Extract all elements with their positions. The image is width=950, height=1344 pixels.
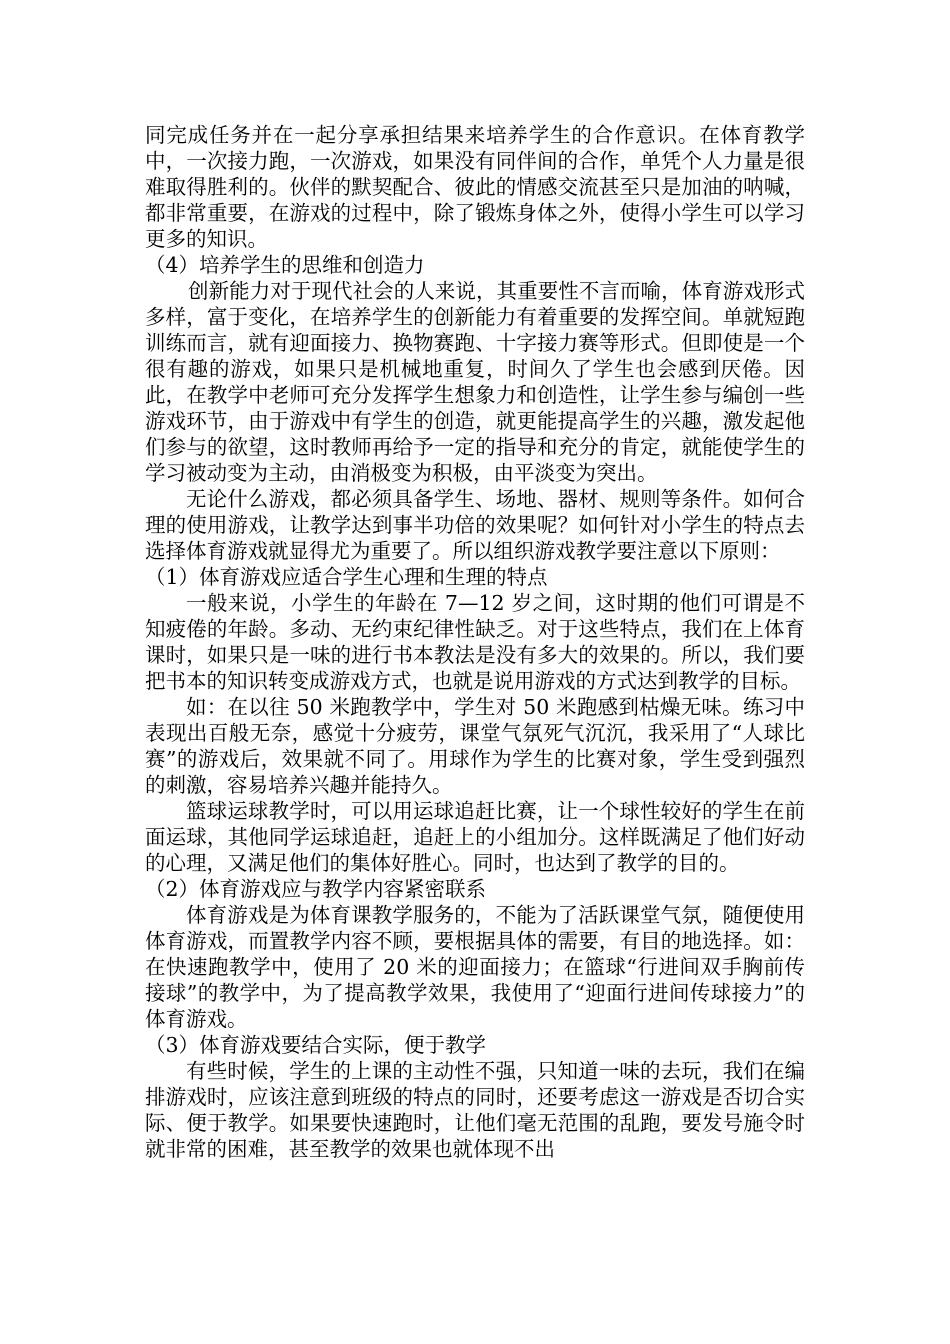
paragraph-basketball-dribble: 篮球运球教学时，可以用运球追赶比赛，让一个球性较好的学生在前面运球，其他同学运球追赶，追赶上的小组加分。这样既满足了他们好动的心理，又满足他们的集体好胜心。同时，也达到了教学的目的。: [145, 799, 805, 875]
document-page: [145, 122, 805, 1162]
heading-thinking-creativity: （4）培养学生的思维和创造力: [145, 253, 425, 277]
paragraph-game-conditions: 无论什么游戏，都必须具备学生、场地、器材、规则等条件。如何合理的使用游戏，让教学达到事半功倍的效果呢？如何针对小学生的特点去选择体育游戏就显得尤为重要了。所以组织游戏教学要注意以下原则：: [145, 487, 805, 563]
paragraph-practical: 有些时候，学生的上课的主动性不强，只知道一味的去玩，我们在编排游戏时，应该注意到班级的特点的同时，还要考虑这一游戏是否切合实际、便于教学。如果要快速跑时，让他们毫无范围的乱跑，要发号施令时就非常的困难，甚至教学的效果也就体现不出: [145, 1059, 805, 1161]
paragraph-student-age: 一般来说，小学生的年龄在 7—12 岁之间，这时期的他们可谓是不知疲倦的年龄。多动、无约束纪律性缺乏。对于这些特点，我们在上体育课时，如果只是一味的进行书本教法是没有多大的效果的。所以，我们要把书本的知识转变成游戏方式，也就是说用游戏的方式达到教学的目标。: [145, 591, 805, 693]
heading-principle-1: （1）体育游戏应适合学生心理和生理的特点: [145, 565, 548, 589]
paragraph-cooperation-continued: 同完成任务并在一起分享承担结果来培养学生的合作意识。在体育教学中，一次接力跑，一次游戏，如果没有同伴间的合作，单凭个人力量是很难取得胜利的。伙伴的默契配合、彼此的情感交流甚至只是加油的呐喊，都非常重要，在游戏的过程中，除了锻炼身体之外，使得小学生可以学习更多的知识。: [145, 123, 805, 251]
paragraph-50m-example: 如：在以往 50 米跑教学中，学生对 50 米跑感到枯燥无味。练习中表现出百般无奈，感觉十分疲劳，课堂气氛死气沉沉，我采用了“人球比赛”的游戏后，效果就不同了。用球作为学生的比赛对象，学生受到强烈的刺激，容易培养兴趣并能持久。: [145, 695, 805, 797]
paragraph-innovation: 创新能力对于现代社会的人来说，其重要性不言而喻，体育游戏形式多样，富于变化，在培养学生的创新能力有着重要的发挥空间。单就短跑训练而言，就有迎面接力、换物赛跑、十字接力赛等形式。但即使是一个很有趣的游戏，如果只是机械地重复，时间久了学生也会感到厌倦。因此，在教学中老师可充分发挥学生想象力和创造性，让学生参与编创一些游戏环节，由于游戏中有学生的创造，就更能提高学生的兴趣，激发起他们参与的欲望，这时教师再给予一定的指导和充分的肯定，就能使学生的学习被动变为主动，由消极变为积极，由平淡变为突出。: [145, 279, 805, 485]
paragraph-teaching-service: 体育游戏是为体育课教学服务的，不能为了活跃课堂气氛，随便使用体育游戏，而置教学内容不顾，要根据具体的需要，有目的地选择。如：在快速跑教学中，使用了 20 米的迎面接力；在篮球“行进间双手胸前传接球”的教学中，为了提高教学效果，我使用了“迎面行进间传球接力”的体育游戏。: [145, 903, 805, 1031]
heading-principle-3: （3）体育游戏要结合实际，便于教学: [145, 1033, 487, 1057]
heading-principle-2: （2）体育游戏应与教学内容紧密联系: [145, 877, 487, 901]
